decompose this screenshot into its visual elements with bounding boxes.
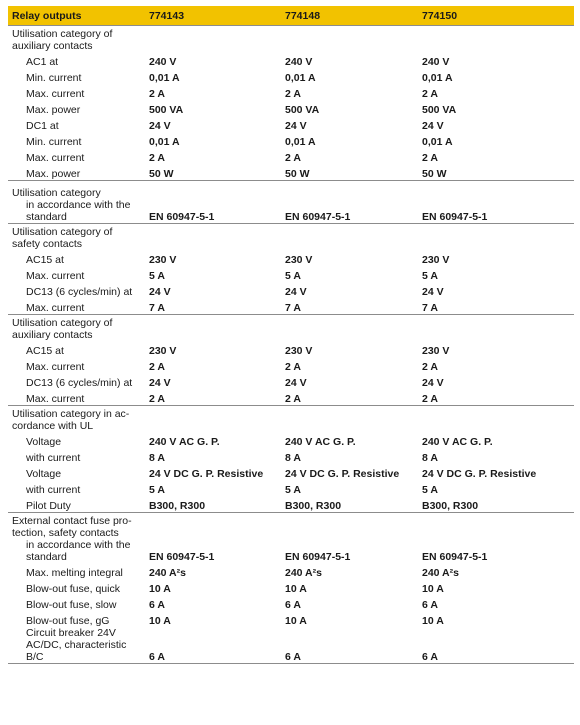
table-row <box>8 579 574 595</box>
value-cell-774150: 8 A <box>422 452 438 464</box>
header-774143: 774143 <box>145 6 281 26</box>
value-cell-774148: 0,01 A <box>285 136 316 148</box>
empty-cell <box>418 224 574 251</box>
value-cell-774150: 10 A <box>422 583 444 595</box>
section-title: Utilisation category of safety contacts <box>8 224 145 251</box>
value-cell-774150: 2 A <box>422 88 438 100</box>
section-title: Utilisation category <box>8 181 145 200</box>
row-label: Pilot Duty <box>26 500 71 512</box>
value-cell-774143: 2 A <box>149 152 165 164</box>
value-cell-774143: 230 V <box>149 254 177 266</box>
value-cell-774150: 7 A <box>422 302 438 314</box>
value-cell-774150: 24 V <box>422 377 444 389</box>
value-cell-774148: 7 A <box>285 302 301 314</box>
value-cell-774148: 24 V DC G. P. Resistive <box>285 468 400 480</box>
table-row <box>8 199 574 224</box>
value-cell-774150: 2 A <box>422 361 438 373</box>
row-label: with current <box>26 452 81 464</box>
value-cell-774143: 24 V <box>149 377 171 389</box>
table-header-row <box>8 6 574 26</box>
value-cell-774148: 24 V <box>285 377 307 389</box>
section-row <box>8 406 574 433</box>
value-cell-774143: 2 A <box>149 393 165 405</box>
row-label: Max. melting integral <box>26 567 123 579</box>
value-cell-774143: EN 60947-5-1 <box>149 211 215 223</box>
empty-cell <box>281 406 418 433</box>
value-cell-774148: 0,01 A <box>285 72 316 84</box>
section-title: Utilisation category of auxiliary contacts <box>8 315 145 342</box>
value-cell-774150: 10 A <box>422 615 444 627</box>
empty-cell <box>145 513 281 540</box>
empty-cell <box>418 26 574 53</box>
value-cell-774148: 24 V <box>285 120 307 132</box>
section-title: Utilisation category of auxiliary contacts <box>8 26 145 53</box>
empty-cell <box>418 406 574 433</box>
value-cell-774143: 2 A <box>149 361 165 373</box>
table-row <box>8 68 574 84</box>
value-cell-774150: 500 VA <box>422 104 457 116</box>
empty-cell <box>145 406 281 433</box>
value-cell-774150: 24 V <box>422 286 444 298</box>
relay-outputs-table <box>8 6 574 664</box>
row-label: Blow-out fuse, gG <box>26 615 110 627</box>
row-label: Min. current <box>26 136 82 148</box>
value-cell-774148: 6 A <box>281 627 418 664</box>
value-cell-774143: 8 A <box>149 452 165 464</box>
empty-cell <box>281 224 418 251</box>
row-label: Max. power <box>26 168 81 180</box>
empty-cell <box>418 315 574 342</box>
empty-cell <box>281 26 418 53</box>
table-row <box>8 464 574 480</box>
table-row <box>8 132 574 148</box>
table-row <box>8 164 574 181</box>
value-cell-774148: 2 A <box>285 361 301 373</box>
empty-cell <box>145 181 281 200</box>
table-row <box>8 250 574 266</box>
value-cell-774150: 50 W <box>422 168 447 180</box>
value-cell-774143: 50 W <box>149 168 174 180</box>
empty-cell <box>418 181 574 200</box>
value-cell-774143: 230 V <box>149 345 177 357</box>
value-cell-774150: 5 A <box>422 270 438 282</box>
section-row <box>8 26 574 53</box>
value-cell-774150: 2 A <box>422 152 438 164</box>
empty-cell <box>145 315 281 342</box>
table-row <box>8 539 574 563</box>
row-label: AC15 at <box>26 345 64 357</box>
value-cell-774148: 24 V <box>285 286 307 298</box>
value-cell-774150: 6 A <box>418 627 574 664</box>
row-label: AC1 at <box>26 56 59 68</box>
table-row <box>8 84 574 100</box>
value-cell-774148: 240 V <box>285 56 313 68</box>
row-label: with current <box>26 484 81 496</box>
section-title: Utilisation category in ac- cordance with UL <box>8 406 145 433</box>
table-row <box>8 298 574 315</box>
value-cell-774143: EN 60947-5-1 <box>149 551 215 563</box>
value-cell-774143: 2 A <box>149 88 165 100</box>
row-label: Max. current <box>26 393 85 405</box>
row-label: in accordance with the standard <box>26 199 131 223</box>
row-label: in accordance with the standard <box>26 539 131 563</box>
value-cell-774143: 24 V <box>149 286 171 298</box>
row-label: Max. current <box>26 88 85 100</box>
table-row <box>8 341 574 357</box>
value-cell-774143: 0,01 A <box>149 136 180 148</box>
value-cell-774148: B300, R300 <box>285 500 342 512</box>
table-row <box>8 627 574 664</box>
table-row <box>8 448 574 464</box>
value-cell-774143: 10 A <box>149 615 171 627</box>
table-row <box>8 432 574 448</box>
value-cell-774150: 240 A²s <box>422 567 459 579</box>
row-label: DC1 at <box>26 120 59 132</box>
table-row <box>8 496 574 513</box>
row-label: Max. current <box>26 361 85 373</box>
table-row <box>8 266 574 282</box>
value-cell-774148: 2 A <box>285 152 301 164</box>
row-label: Blow-out fuse, quick <box>26 583 120 595</box>
value-cell-774150: 240 V AC G. P. <box>422 436 493 448</box>
row-label: DC13 (6 cycles/min) at <box>26 377 133 389</box>
header-774148: 774148 <box>281 6 418 26</box>
value-cell-774150: 240 V <box>422 56 450 68</box>
table-row <box>8 373 574 389</box>
value-cell-774148: 50 W <box>285 168 310 180</box>
header-relay-outputs: Relay outputs <box>8 6 145 26</box>
value-cell-774143: 5 A <box>149 270 165 282</box>
value-cell-774143: B300, R300 <box>149 500 206 512</box>
value-cell-774150: EN 60947-5-1 <box>422 551 488 563</box>
table-row <box>8 563 574 579</box>
value-cell-774148: EN 60947-5-1 <box>285 211 351 223</box>
value-cell-774148: 5 A <box>285 484 301 496</box>
value-cell-774143: 24 V <box>149 120 171 132</box>
value-cell-774148: 5 A <box>285 270 301 282</box>
value-cell-774148: 8 A <box>285 452 301 464</box>
empty-cell <box>281 181 418 200</box>
value-cell-774143: 24 V DC G. P. Resistive <box>149 468 264 480</box>
value-cell-774143: 500 VA <box>149 104 184 116</box>
value-cell-774148: 240 V AC G. P. <box>285 436 356 448</box>
value-cell-774143: 7 A <box>149 302 165 314</box>
value-cell-774143: 0,01 A <box>149 72 180 84</box>
section-title: External contact fuse pro- tection, safety contacts <box>8 513 145 540</box>
table-row <box>8 595 574 611</box>
empty-cell <box>281 513 418 540</box>
value-cell-774150: 5 A <box>422 484 438 496</box>
value-cell-774148: 230 V <box>285 345 313 357</box>
value-cell-774148: 500 VA <box>285 104 320 116</box>
row-label: AC15 at <box>26 254 64 266</box>
row-label: Blow-out fuse, slow <box>26 599 117 611</box>
value-cell-774143: 240 V <box>149 56 177 68</box>
value-cell-774148: 10 A <box>285 615 307 627</box>
row-label: DC13 (6 cycles/min) at <box>26 286 133 298</box>
empty-cell <box>145 26 281 53</box>
row-label: Max. power <box>26 104 81 116</box>
section-row <box>8 181 574 200</box>
value-cell-774148: 2 A <box>285 393 301 405</box>
value-cell-774148: 230 V <box>285 254 313 266</box>
value-cell-774143: 10 A <box>149 583 171 595</box>
empty-cell <box>145 224 281 251</box>
row-label: Max. current <box>26 302 85 314</box>
value-cell-774150: 0,01 A <box>422 136 453 148</box>
value-cell-774150: 6 A <box>422 599 438 611</box>
header-774150: 774150 <box>418 6 574 26</box>
table-row <box>8 148 574 164</box>
section-row <box>8 315 574 342</box>
value-cell-774150: 230 V <box>422 254 450 266</box>
section-row <box>8 224 574 251</box>
value-cell-774150: 0,01 A <box>422 72 453 84</box>
value-cell-774143: 6 A <box>149 599 165 611</box>
row-label: Max. current <box>26 270 85 282</box>
table-row <box>8 480 574 496</box>
table-body <box>8 26 574 664</box>
table-row <box>8 100 574 116</box>
row-label: Circuit breaker 24V AC/DC, characteristic B/C <box>8 627 145 664</box>
section-row <box>8 513 574 540</box>
value-cell-774148: 2 A <box>285 88 301 100</box>
value-cell-774148: EN 60947-5-1 <box>285 551 351 563</box>
value-cell-774150: EN 60947-5-1 <box>422 211 488 223</box>
value-cell-774150: 230 V <box>422 345 450 357</box>
value-cell-774150: 24 V DC G. P. Resistive <box>422 468 537 480</box>
value-cell-774143: 240 A²s <box>149 567 186 579</box>
row-label: Voltage <box>26 436 62 448</box>
value-cell-774143: 5 A <box>149 484 165 496</box>
value-cell-774150: B300, R300 <box>422 500 479 512</box>
table-row <box>8 389 574 406</box>
empty-cell <box>418 513 574 540</box>
value-cell-774143: 240 V AC G. P. <box>149 436 220 448</box>
value-cell-774148: 10 A <box>285 583 307 595</box>
table-row <box>8 611 574 627</box>
empty-cell <box>281 315 418 342</box>
table-row <box>8 52 574 68</box>
value-cell-774150: 2 A <box>422 393 438 405</box>
row-label: Voltage <box>26 468 62 480</box>
table-row <box>8 282 574 298</box>
table-row <box>8 357 574 373</box>
value-cell-774148: 6 A <box>285 599 301 611</box>
value-cell-774150: 24 V <box>422 120 444 132</box>
value-cell-774143: 6 A <box>145 627 281 664</box>
value-cell-774148: 240 A²s <box>285 567 322 579</box>
table-row <box>8 116 574 132</box>
row-label: Max. current <box>26 152 85 164</box>
row-label: Min. current <box>26 72 82 84</box>
